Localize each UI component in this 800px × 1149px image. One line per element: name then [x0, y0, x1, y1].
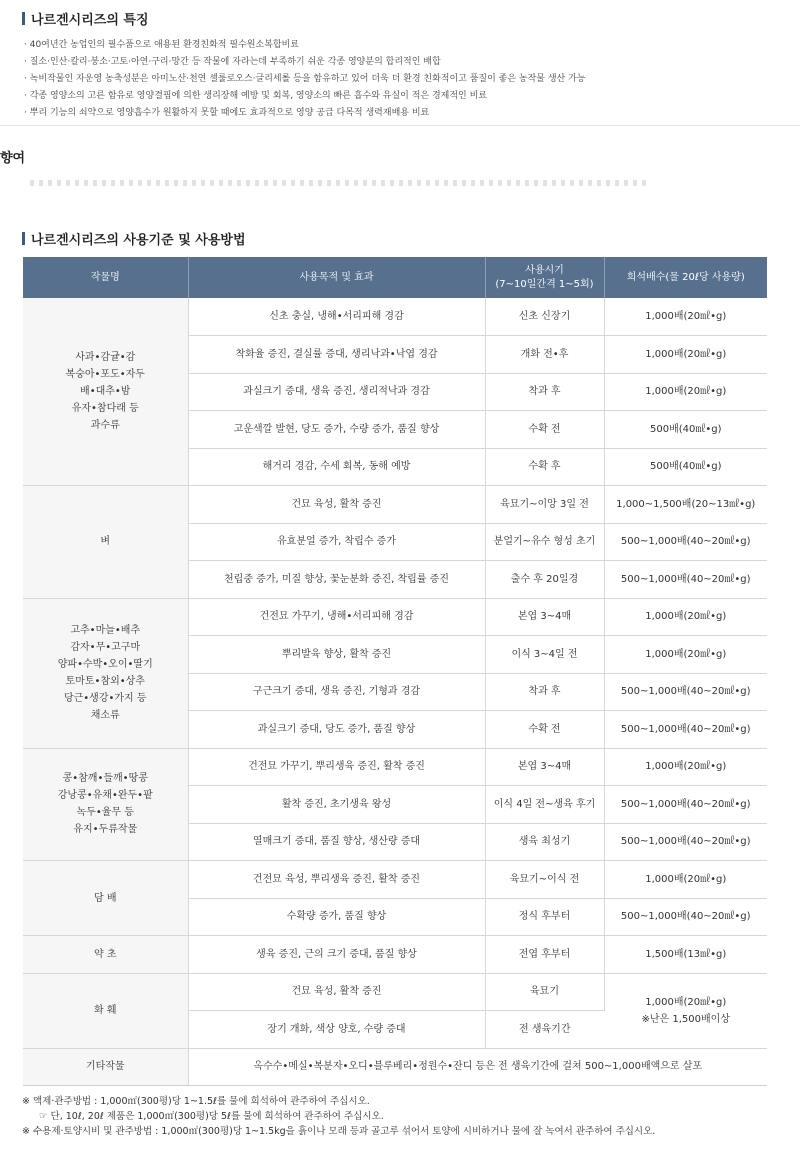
- table-row: [23, 936, 767, 974]
- dilution-line: ※난은 1,500배이상: [641, 1013, 730, 1025]
- header-timing-line1: 사용시기: [525, 264, 564, 276]
- header-purpose: 사용목적 및 효과: [188, 257, 485, 298]
- timing-cell: 수확 전: [485, 411, 604, 449]
- dilution-cell: 1,500배(13㎖•g): [604, 936, 767, 974]
- usage-heading: [22, 229, 246, 248]
- timing-cell: 전 생육기간: [485, 1011, 604, 1049]
- crop-cell: [23, 298, 188, 486]
- timing-cell: 전엽 후부터: [485, 936, 604, 974]
- timing-cell: 육묘기: [485, 973, 604, 1011]
- dilution-cell: 500배(40㎖•g): [604, 411, 767, 449]
- dilution-cell: 1,000배(20㎖•g): [604, 373, 767, 411]
- dilution-cell: 1,000배(20㎖•g): [604, 598, 767, 636]
- timing-cell: 착과 후: [485, 373, 604, 411]
- divider: [0, 125, 800, 126]
- dilution-cell: 500~1,000배(40~20㎖•g): [604, 561, 767, 599]
- purpose-cell: 건전묘 가꾸기, 냉해•서리피해 경감: [188, 598, 485, 636]
- timing-cell: 착과 후: [485, 673, 604, 711]
- dilution-cell: 500~1,000배(40~20㎖•g): [604, 786, 767, 824]
- dilution-cell: 500~1,000배(40~20㎖•g): [604, 711, 767, 749]
- features-heading: [22, 9, 149, 28]
- dilution-cell: [604, 973, 767, 1048]
- crop-cell: [23, 748, 188, 861]
- dilution-cell: 1,000~1,500배(20~13㎖•g): [604, 486, 767, 524]
- purpose-cell: 수확량 증가, 품질 향상: [188, 898, 485, 936]
- table-row: [23, 973, 767, 1011]
- feature-item: · 각종 영양소의 고른 함유로 영양결핍에 의한 생리장해 예방 및 회복, 영양소의 빠른 흡수와 유실이 적은 경제적인 비료: [24, 91, 487, 101]
- features-title: 나르겐시리즈의 특징: [31, 13, 149, 28]
- timing-cell: 본엽 3~4매: [485, 598, 604, 636]
- purpose-cell: 천립중 증가, 미질 향상, 꽃눈분화 증진, 착립률 증진: [188, 561, 485, 599]
- usage-table: [23, 257, 767, 1086]
- crop-line: 콩•참깨•들깨•땅콩: [62, 773, 148, 785]
- timing-cell: 생육 최성기: [485, 823, 604, 861]
- header-crop: 작물명: [23, 257, 188, 298]
- purpose-cell: 열매크기 증대, 품질 향상, 생산량 증대: [188, 823, 485, 861]
- crop-line: 벼: [100, 536, 111, 548]
- timing-cell: 육묘기~이앙 3일 전: [485, 486, 604, 524]
- dilution-cell: 500~1,000배(40~20㎖•g): [604, 823, 767, 861]
- dilution-cell: 1,000배(20㎖•g): [604, 748, 767, 786]
- purpose-cell: 건묘 육성, 활착 증진: [188, 973, 485, 1011]
- timing-cell: 수확 후: [485, 448, 604, 486]
- crop-line: 사과•감귤•감: [75, 352, 136, 363]
- purpose-cell: 신초 충실, 냉해•서리피해 경감: [188, 298, 485, 336]
- crop-line: 과수류: [90, 420, 120, 431]
- other-text-cell: 옥수수•메실•복분자•오디•블루베리•정원수•잔디 등은 전 생육기간에 걸쳐 500~1,000배액으로 살포: [188, 1048, 767, 1086]
- crop-cell: [23, 936, 188, 974]
- timing-cell: 신초 신장기: [485, 298, 604, 336]
- crop-line: 채소류: [90, 710, 120, 721]
- crop-line: 감자•무•고구마: [70, 642, 141, 653]
- dilution-line: 1,000배(20㎖•g): [645, 996, 727, 1008]
- crop-line: 고추•마늘•배추: [70, 625, 141, 636]
- dilution-cell: 500~1,000배(40~20㎖•g): [604, 523, 767, 561]
- crop-line: 복숭아•포도•자두: [65, 369, 145, 380]
- crop-line: 담 배: [94, 892, 117, 904]
- purpose-cell: 활착 증진, 초기생육 왕성: [188, 786, 485, 824]
- timing-cell: 이식 4일 전~생육 후기: [485, 786, 604, 824]
- feature-item: · 뿌리 기능의 쇠약으로 영양흡수가 원활하지 못할 때에도 효과적으로 영양 공급 다목적 생력재배용 비료: [24, 108, 430, 118]
- crop-line: 토마토•참외•상추: [65, 676, 145, 687]
- table-row: [23, 598, 767, 636]
- table-row: [23, 486, 767, 524]
- crop-line: 유지•두류작물: [73, 824, 138, 836]
- timing-cell: 본엽 3~4매: [485, 748, 604, 786]
- crop-line: 녹두•율무 등: [76, 807, 134, 819]
- header-timing-line2: (7~10일간격 1~5회): [495, 278, 594, 290]
- dilution-cell: 500~1,000배(40~20㎖•g): [604, 673, 767, 711]
- crop-line: 약 초: [94, 948, 117, 960]
- overlay-title: 향여: [0, 151, 26, 166]
- timing-cell: 개화 전•후: [485, 336, 604, 374]
- dilution-cell: 1,000배(20㎖•g): [604, 298, 767, 336]
- purpose-cell: 과실크기 증대, 당도 증가, 품질 향상: [188, 711, 485, 749]
- heading-bar: [22, 12, 25, 25]
- dilution-cell: 500~1,000배(40~20㎖•g): [604, 898, 767, 936]
- purpose-cell: 뿌리발육 향상, 활착 증진: [188, 636, 485, 674]
- dilution-cell: 1,000배(20㎖•g): [604, 336, 767, 374]
- dilution-cell: 1,000배(20㎖•g): [604, 861, 767, 899]
- crop-cell: [23, 973, 188, 1048]
- timing-cell: 이식 3~4일 전: [485, 636, 604, 674]
- feature-item: · 녹비작물인 자운영 농축성분은 아미노산·천연 셀룰로오스·글리세롤 등을 함유하고 있어 더욱 더 환경 친화적이고 품질이 좋은 농작물 생산 가능: [24, 74, 586, 84]
- crop-line: 배•대추•밤: [80, 386, 131, 397]
- purpose-cell: 과실크기 증대, 생육 증진, 생리적낙과 경감: [188, 373, 485, 411]
- usage-table-body: [23, 298, 767, 1086]
- note-item: ※ 수용제·토양시비 및 관주방법 : 1,000㎡(300평)당 1~1.5kg을 흙이나 모래 등과 골고루 섞어서 토양에 시비하거나 물에 잘 녹여서 관주하여 주십시오.: [22, 1126, 656, 1137]
- purpose-cell: 장기 개화, 색상 양호, 수량 증대: [188, 1011, 485, 1049]
- notes-list: [22, 1094, 655, 1139]
- purpose-cell: 해거리 경감, 수세 회복, 동해 예방: [188, 448, 485, 486]
- timing-cell: 육묘기~이식 전: [485, 861, 604, 899]
- purpose-cell: 구근크기 증대, 생육 증진, 기형과 경감: [188, 673, 485, 711]
- heading-bar: [22, 232, 25, 245]
- dilution-cell: 500배(40㎖•g): [604, 448, 767, 486]
- crop-line: 강낭콩•유채•완두•팥: [57, 790, 153, 802]
- timing-cell: 분얼기~유수 형성 초기: [485, 523, 604, 561]
- features-list: [24, 37, 585, 122]
- crop-line: 당근•생강•가지 등: [63, 693, 147, 704]
- purpose-cell: 건전묘 가꾸기, 뿌리생육 증진, 활착 증진: [188, 748, 485, 786]
- purpose-cell: 건묘 육성, 활착 증진: [188, 486, 485, 524]
- purpose-cell: 착화율 증진, 결실률 증대, 생리낙과•낙엽 경감: [188, 336, 485, 374]
- crop-line: 유자•참다래 등: [71, 403, 139, 414]
- table-row: [23, 861, 767, 899]
- header-timing: [485, 257, 604, 298]
- purpose-cell: 건전묘 육성, 뿌리생육 증진, 활착 증진: [188, 861, 485, 899]
- table-row-other: [23, 1048, 767, 1086]
- crop-cell: 기타작물: [23, 1048, 188, 1086]
- table-row: [23, 748, 767, 786]
- timing-cell: 정식 후부터: [485, 898, 604, 936]
- crop-line: 양파•수박•오이•딸기: [57, 659, 153, 670]
- purpose-cell: 유효분얼 증가, 착립수 증가: [188, 523, 485, 561]
- table-row: [23, 298, 767, 336]
- feature-item: · 질소·인산·칼리·붕소·고토·아연·구리·망간 등 작물에 자라는데 부족하기 쉬운 각종 영양분의 합리적인 배합: [24, 57, 441, 67]
- crop-cell: [23, 861, 188, 936]
- purpose-cell: 생육 증진, 근의 크기 증대, 품질 향상: [188, 936, 485, 974]
- crop-cell: [23, 598, 188, 748]
- feature-item: · 40여년간 농업인의 필수품으로 애용된 환경친화적 필수원소복합비료: [24, 40, 299, 50]
- timing-cell: 출수 후 20일경: [485, 561, 604, 599]
- note-item: ☞ 단, 10ℓ, 20ℓ 제품은 1,000㎡(300평)당 5ℓ를 물에 희석하여 관주하여 주십시오.: [39, 1111, 384, 1122]
- usage-title: 나르겐시리즈의 사용기준 및 사용방법: [31, 233, 246, 248]
- crop-cell: [23, 486, 188, 599]
- header-dilution: 희석배수(물 20ℓ당 사용량): [604, 257, 767, 298]
- dilution-cell: 1,000배(20㎖•g): [604, 636, 767, 674]
- table-header-row: [23, 257, 767, 298]
- timing-cell: 수확 전: [485, 711, 604, 749]
- note-item: ※ 액제·관주방법 : 1,000㎡(300평)당 1~1.5ℓ를 물에 희석하여 관주하여 주십시오.: [22, 1096, 370, 1107]
- purpose-cell: 고운색깔 발현, 당도 증가, 수량 증가, 품질 향상: [188, 411, 485, 449]
- crop-line: 화 훼: [94, 1005, 117, 1016]
- clipped-text-fragment: [30, 180, 650, 186]
